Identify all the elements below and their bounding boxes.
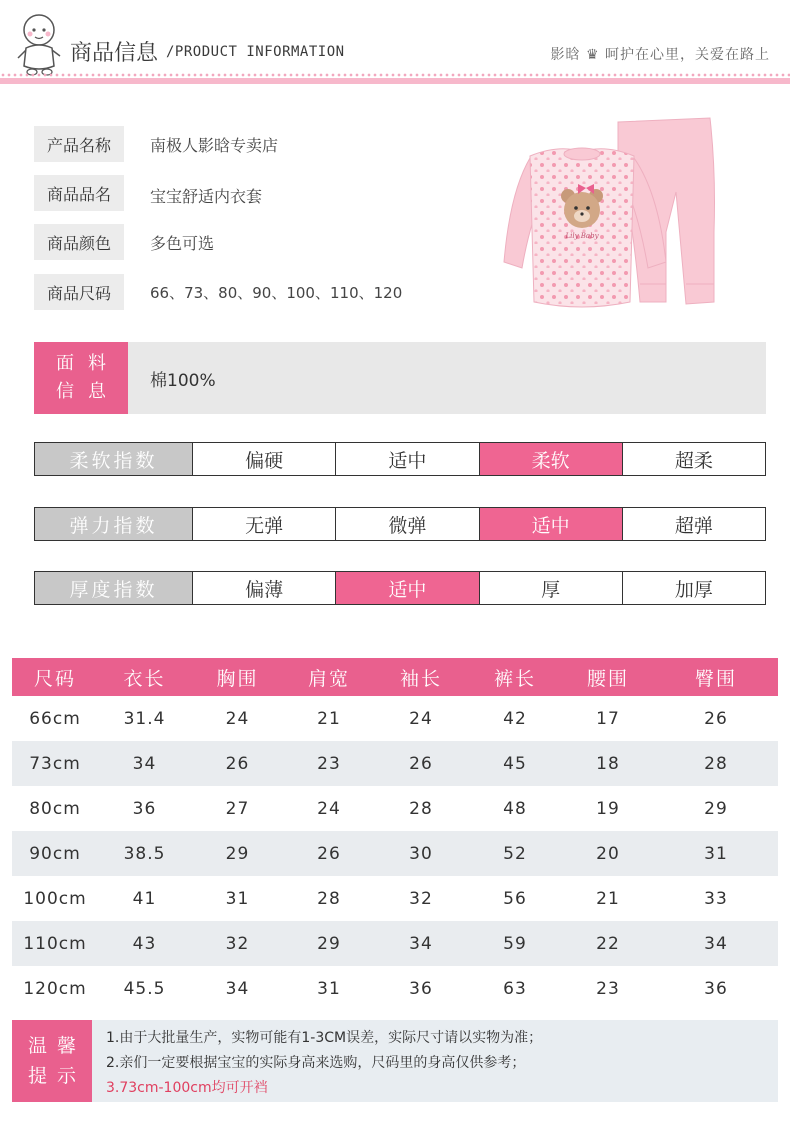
size-cell: 120cm xyxy=(23,978,87,999)
measure-cell: 45 xyxy=(503,753,527,774)
notice-label-line1: 温馨 xyxy=(27,1035,86,1057)
page-header xyxy=(0,0,790,86)
info-value-name: 南极人影晗专卖店 xyxy=(150,135,279,155)
notice-line: 2.亲们一定要根据宝宝的实际身高来选购，尺码里的身高仅供参考； xyxy=(106,1055,526,1071)
header-cell: 臀围 xyxy=(694,667,737,690)
header-slogan: 影晗 ♛ 呵护在心里，关爱在路上 xyxy=(550,47,770,63)
size-cell: 90cm xyxy=(29,843,81,864)
baby-mascot-icon xyxy=(14,12,64,76)
measure-cell: 31 xyxy=(225,888,250,909)
measure-cell: 28 xyxy=(704,753,728,774)
measure-cell: 45.5 xyxy=(123,978,166,999)
measure-cell: 36 xyxy=(132,798,157,819)
info-value-product: 宝宝舒适内衣套 xyxy=(150,186,263,206)
measure-cell: 34 xyxy=(225,978,250,999)
header-title-en: /PRODUCT INFORMATION xyxy=(166,44,345,60)
measure-cell: 59 xyxy=(503,933,527,954)
elasticity-option: 无弹 xyxy=(193,508,336,540)
size-cell: 110cm xyxy=(23,933,87,954)
measure-cell: 24 xyxy=(225,708,250,729)
measure-cell: 26 xyxy=(225,753,250,774)
header-cell: 肩宽 xyxy=(307,667,350,690)
thickness-index-label: 厚度指数 xyxy=(35,572,193,604)
fabric-label-line1: 面料 xyxy=(56,353,120,374)
fabric-label xyxy=(34,342,128,414)
measure-cell: 48 xyxy=(503,798,527,819)
header-cell: 衣长 xyxy=(123,667,166,690)
measure-cell: 38.5 xyxy=(123,843,166,864)
measure-cell: 24 xyxy=(317,798,341,819)
table-row xyxy=(12,966,778,1011)
notice-box xyxy=(92,1020,778,1102)
softness-index-row xyxy=(34,442,766,476)
measure-cell: 23 xyxy=(596,978,620,999)
info-value-color: 多色可选 xyxy=(150,233,215,253)
table-row xyxy=(12,741,778,786)
notice-line-highlight: 3.73cm-100cm均可开裆 xyxy=(106,1080,268,1096)
notice-label xyxy=(12,1020,92,1102)
header-cell: 袖长 xyxy=(399,667,442,690)
measure-cell: 34 xyxy=(132,753,157,774)
table-row xyxy=(12,876,778,921)
measure-cell: 19 xyxy=(596,798,620,819)
measure-cell: 31 xyxy=(317,978,341,999)
thickness-option-selected: 适中 xyxy=(336,572,479,604)
measure-cell: 29 xyxy=(225,843,250,864)
header-title: 商品信息 xyxy=(70,41,159,66)
measure-cell: 41 xyxy=(132,888,157,909)
size-table-body xyxy=(12,696,778,1011)
info-value-size: 66、73、80、90、100、110、120 xyxy=(150,283,403,302)
softness-option-selected: 柔软 xyxy=(480,443,623,475)
thickness-option: 加厚 xyxy=(674,578,713,601)
size-cell: 100cm xyxy=(23,888,87,909)
notice-line: 1.由于大批量生产，实物可能有1-3CM误差，实际尺寸请以实物为准； xyxy=(106,1030,543,1046)
fabric-value: 棉100% xyxy=(128,342,766,414)
measure-cell: 31.4 xyxy=(123,708,166,729)
pink-baby-pajama-set-image xyxy=(490,112,720,327)
measure-cell: 26 xyxy=(704,708,728,729)
measure-cell: 27 xyxy=(225,798,250,819)
elasticity-option: 微弹 xyxy=(336,508,479,540)
softness-option: 超柔 xyxy=(674,449,713,472)
measure-cell: 17 xyxy=(596,708,620,729)
table-row xyxy=(12,921,778,966)
elasticity-option: 超弹 xyxy=(674,514,713,537)
thickness-option: 厚 xyxy=(480,572,623,604)
size-cell: 80cm xyxy=(29,798,81,819)
table-row xyxy=(12,786,778,831)
fabric-label-line2: 信息 xyxy=(56,381,120,402)
info-label-color: 商品颜色 xyxy=(34,224,124,260)
measure-cell: 34 xyxy=(409,933,433,954)
measure-cell: 28 xyxy=(317,888,341,909)
thickness-option: 偏薄 xyxy=(193,572,336,604)
measure-cell: 63 xyxy=(503,978,527,999)
measure-cell: 52 xyxy=(503,843,527,864)
thickness-index-row xyxy=(34,571,766,605)
measure-cell: 32 xyxy=(409,888,433,909)
header-pink-bar xyxy=(0,78,790,84)
measure-cell: 36 xyxy=(704,978,728,999)
size-cell: 73cm xyxy=(29,753,81,774)
table-row xyxy=(12,831,778,876)
header-cell: 裤长 xyxy=(493,667,536,690)
softness-index-label: 柔软指数 xyxy=(35,443,193,475)
measure-cell: 26 xyxy=(409,753,433,774)
header-cell: 腰围 xyxy=(586,667,629,690)
softness-option: 适中 xyxy=(336,443,479,475)
info-label-name: 产品名称 xyxy=(34,126,124,162)
elasticity-index-row xyxy=(34,507,766,541)
measure-cell: 30 xyxy=(409,843,433,864)
measure-cell: 31 xyxy=(704,843,728,864)
size-cell: 66cm xyxy=(29,708,81,729)
measure-cell: 43 xyxy=(132,933,157,954)
elasticity-option-selected: 适中 xyxy=(480,508,623,540)
measure-cell: 23 xyxy=(317,753,341,774)
info-label-product: 商品品名 xyxy=(34,175,124,211)
header-cell: 尺码 xyxy=(33,667,76,690)
notice-label-line2: 提示 xyxy=(27,1065,86,1087)
measure-cell: 56 xyxy=(503,888,527,909)
measure-cell: 33 xyxy=(704,888,728,909)
header-cell: 胸围 xyxy=(216,667,259,690)
measure-cell: 22 xyxy=(596,933,620,954)
size-table-header xyxy=(12,658,778,696)
product-tag-text: Lily Baby xyxy=(565,232,599,240)
measure-cell: 21 xyxy=(317,708,341,729)
measure-cell: 21 xyxy=(596,888,620,909)
info-label-size: 商品尺码 xyxy=(34,274,124,310)
size-table xyxy=(12,658,778,1011)
measure-cell: 29 xyxy=(317,933,341,954)
table-row xyxy=(12,696,778,741)
elasticity-index-label: 弹力指数 xyxy=(35,508,193,540)
measure-cell: 24 xyxy=(409,708,433,729)
measure-cell: 36 xyxy=(409,978,433,999)
measure-cell: 29 xyxy=(704,798,728,819)
measure-cell: 18 xyxy=(596,753,620,774)
measure-cell: 20 xyxy=(596,843,620,864)
measure-cell: 34 xyxy=(704,933,728,954)
measure-cell: 42 xyxy=(503,708,527,729)
softness-option: 偏硬 xyxy=(193,443,336,475)
measure-cell: 32 xyxy=(225,933,250,954)
measure-cell: 28 xyxy=(409,798,433,819)
measure-cell: 26 xyxy=(317,843,341,864)
